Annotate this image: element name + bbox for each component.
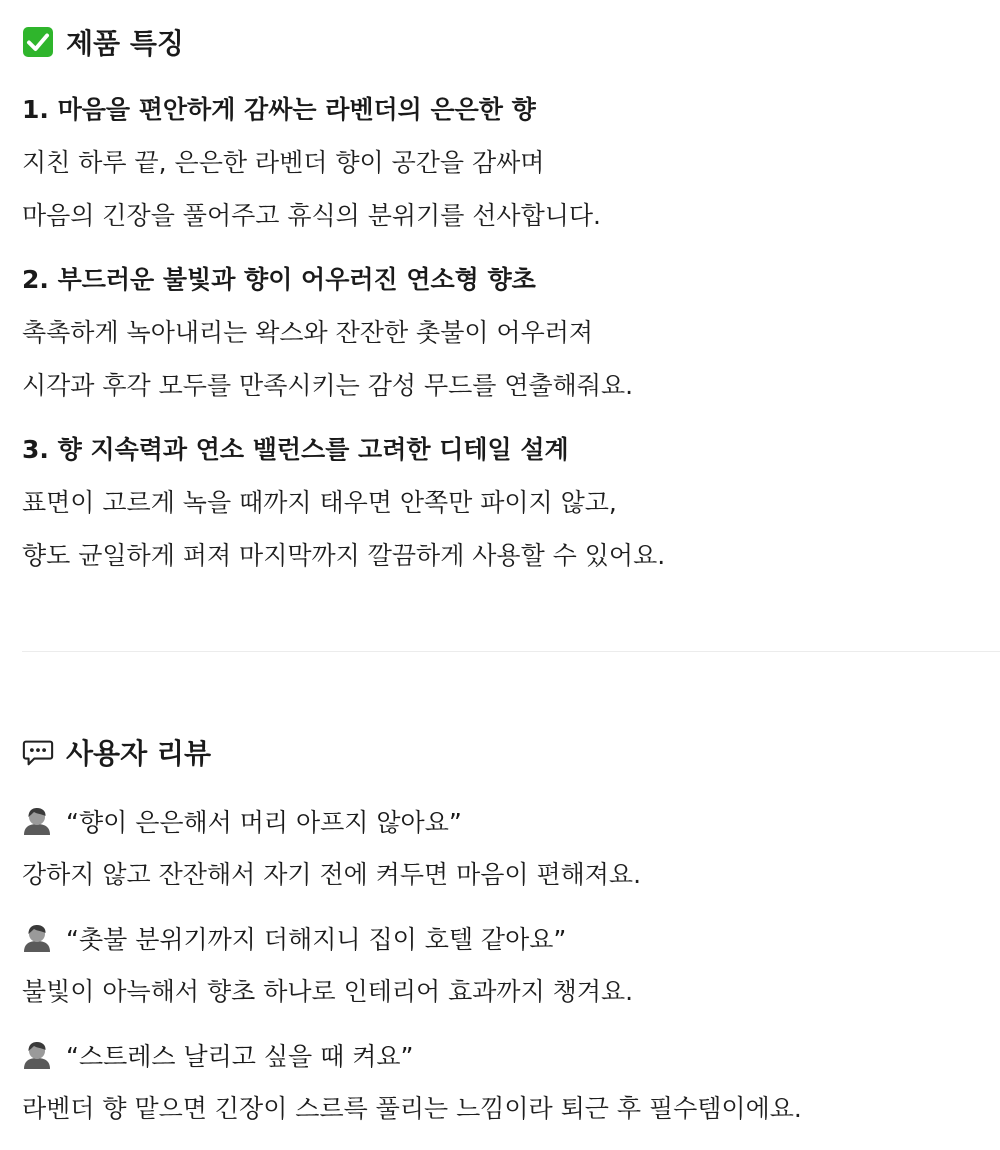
review-quote-1 xyxy=(22,803,462,839)
review-quote-3 xyxy=(22,1037,414,1073)
feature-title-1: 1. 마음을 편안하게 감싸는 라벤더의 은은한 향 xyxy=(22,95,536,124)
review-3-text: 라벤더 향 맡으면 긴장이 스르륵 풀리는 느낌이라 퇴근 후 필수템이에요. xyxy=(22,1094,802,1123)
review-1-text: 강하지 않고 잔잔해서 자기 전에 켜두면 마음이 편해져요. xyxy=(22,860,642,889)
speech-bubble-icon xyxy=(22,736,54,768)
review-quote-2 xyxy=(22,920,566,956)
review-quote-1-text: “향이 은은해서 머리 아프지 않아요” xyxy=(66,808,462,837)
check-mark-button-icon xyxy=(22,26,54,58)
features-heading xyxy=(22,22,184,62)
reviews-heading-label: 사용자 리뷰 xyxy=(66,737,211,770)
features-heading-label: 제품 특징 xyxy=(66,27,184,60)
review-quote-2-text: “촛불 분위기까지 더해지니 집이 호텔 같아요” xyxy=(66,925,567,954)
user-avatar-icon xyxy=(22,923,52,953)
reviews-heading xyxy=(22,732,211,772)
feature-3-line-2: 향도 균일하게 퍼져 마지막까지 깔끔하게 사용할 수 있어요. xyxy=(22,541,666,570)
user-avatar-icon xyxy=(22,806,52,836)
review-2-text: 불빛이 아늑해서 향초 하나로 인테리어 효과까지 챙겨요. xyxy=(22,977,634,1006)
user-avatar-icon xyxy=(22,1040,52,1070)
feature-3-line-1: 표면이 고르게 녹을 때까지 태우면 안쪽만 파이지 않고, xyxy=(22,488,617,517)
review-quote-3-text: “스트레스 날리고 싶을 때 켜요” xyxy=(66,1042,414,1071)
feature-title-3: 3. 향 지속력과 연소 밸런스를 고려한 디테일 설계 xyxy=(22,435,569,464)
feature-2-line-1: 촉촉하게 녹아내리는 왁스와 잔잔한 촛불이 어우러져 xyxy=(22,318,594,347)
feature-title-2: 2. 부드러운 불빛과 향이 어우러진 연소형 향초 xyxy=(22,265,536,294)
section-divider xyxy=(22,651,1000,652)
feature-1-line-2: 마음의 긴장을 풀어주고 휴식의 분위기를 선사합니다. xyxy=(22,201,601,230)
feature-1-line-1: 지친 하루 끝, 은은한 라벤더 향이 공간을 감싸며 xyxy=(22,148,545,177)
feature-2-line-2: 시각과 후각 모두를 만족시키는 감성 무드를 연출해줘요. xyxy=(22,371,634,400)
